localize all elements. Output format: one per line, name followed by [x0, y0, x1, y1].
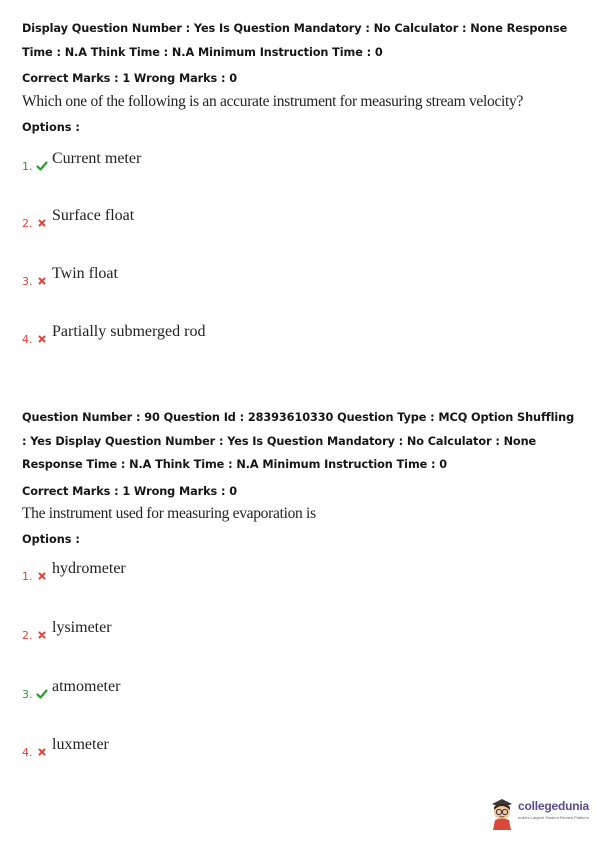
question-2-options-label: Options :: [22, 533, 80, 546]
logo-name: collegedunia: [518, 799, 589, 813]
option-number: 4.: [22, 333, 33, 346]
option-number: 1.: [22, 570, 33, 583]
option-text: atmometer: [52, 678, 121, 695]
option-number: 1.: [22, 160, 33, 173]
question-2-meta: Question Number : 90 Question Id : 28393610330 Question Type : MCQ Option Shuffling : Yes Display Question Number : Yes Is Question Mandatory : No Calculator : None Response Time : N.A Think Time : N.A Minimum Instruction Time : 0: [22, 411, 575, 471]
question-1-text: Which one of the following is an accurate instrument for measuring stream velocity?: [22, 93, 524, 110]
option-text: hydrometer: [52, 560, 126, 577]
option-number: 2.: [22, 629, 33, 642]
option-text: Current meter: [52, 150, 142, 167]
collegedunia-logo: [488, 796, 590, 832]
question-1-options-label: Options :: [22, 121, 80, 134]
student-mascot-icon: [488, 796, 516, 830]
question-2-marks: Correct Marks : 1 Wrong Marks : 0: [22, 485, 238, 498]
option-number: 2.: [22, 217, 33, 230]
option-text: Surface float: [52, 207, 135, 224]
check-icon: [36, 688, 48, 700]
option-text: Twin float: [52, 265, 118, 282]
cross-icon: [36, 217, 48, 229]
check-icon: [36, 160, 48, 172]
option-text: luxmeter: [52, 736, 109, 753]
cross-icon: [36, 746, 48, 758]
question-2-text: The instrument used for measuring evaporation is: [22, 505, 316, 522]
cross-icon: [36, 333, 48, 345]
option-number: 3.: [22, 275, 33, 288]
cross-icon: [36, 629, 48, 641]
option-text: lysimeter: [52, 619, 112, 636]
cross-icon: [36, 275, 48, 287]
question-1-marks: Correct Marks : 1 Wrong Marks : 0: [22, 72, 238, 85]
question-1-meta: Display Question Number : Yes Is Question Mandatory : No Calculator : None Response Time : N.A Think Time : N.A Minimum Instruction Time : 0: [22, 22, 568, 59]
option-number: 3.: [22, 688, 33, 701]
cross-icon: [36, 570, 48, 582]
option-number: 4.: [22, 746, 33, 759]
option-text: Partially submerged rod: [52, 323, 206, 340]
logo-tagline: India's Largest Student Review Platform: [518, 815, 590, 820]
